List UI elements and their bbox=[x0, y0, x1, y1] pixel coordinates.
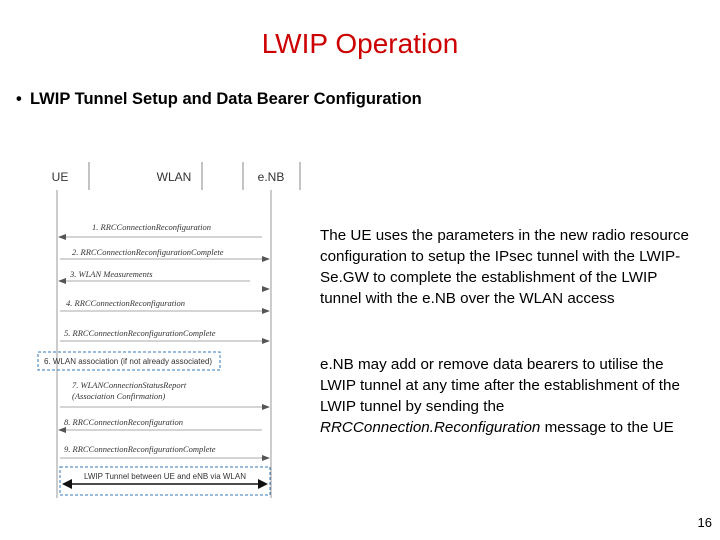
message-3-arrow bbox=[58, 278, 66, 284]
bullet-dot: • bbox=[16, 90, 22, 108]
association-box-label: 6. WLAN association (if not already associated) bbox=[44, 357, 213, 366]
entity-enb bbox=[243, 162, 300, 190]
paragraph-2-italic-term: RRCConnection.Reconfiguration bbox=[320, 419, 541, 436]
message-4 bbox=[60, 298, 270, 314]
message-9 bbox=[60, 444, 270, 461]
message-5-label: 5. RRCConnectionReconfigurationComplete bbox=[64, 328, 216, 338]
message-9-label: 9. RRCConnectionReconfigurationComplete bbox=[64, 444, 216, 454]
message-3-end-arrow bbox=[262, 286, 270, 292]
message-5-arrow bbox=[262, 338, 270, 344]
message-1-arrow bbox=[58, 234, 66, 240]
entity-ue-label: UE bbox=[51, 170, 69, 184]
message-8 bbox=[58, 417, 262, 433]
message-8-arrow bbox=[58, 427, 66, 433]
entity-wlan-label: WLAN bbox=[156, 170, 192, 184]
entity-ue bbox=[32, 162, 89, 190]
message-2-arrow bbox=[262, 256, 270, 262]
description-paragraph-1: The UE uses the parameters in the new radio resource configuration to setup the IPsec tunnel with the LWIP-Se.GW to complete the establishment of the LWIP tunnel with the e.NB over the WLAN access bbox=[320, 227, 689, 307]
slide-title: LWIP Operation bbox=[261, 28, 459, 59]
message-3 bbox=[58, 269, 270, 292]
message-2-label: 2. RRCConnectionReconfigurationComplete bbox=[72, 247, 224, 257]
message-7-arrow bbox=[262, 404, 270, 410]
tunnel-arrow-left bbox=[62, 479, 72, 489]
page-number: 16 bbox=[697, 515, 712, 530]
tunnel-arrow-right bbox=[258, 479, 268, 489]
paragraph-2-text-start: e.NB may add or remove data bearers to utilise the LWIP tunnel at any time after the establishment of the LWIP tunnel by sending the bbox=[320, 356, 680, 415]
message-9-arrow bbox=[262, 455, 270, 461]
paragraph-2-text-end: message to the UE bbox=[540, 419, 674, 436]
message-3-label: 3. WLAN Measurements bbox=[70, 269, 153, 279]
description-paragraph-2 bbox=[320, 354, 700, 438]
message-8-label: 8. RRCConnectionReconfiguration bbox=[64, 417, 183, 427]
tunnel-box bbox=[60, 467, 270, 495]
bullet-text: LWIP Tunnel Setup and Data Bearer Configuration bbox=[30, 90, 422, 108]
message-2 bbox=[60, 247, 270, 262]
association-box bbox=[38, 352, 220, 370]
entity-enb-label: e.NB bbox=[257, 170, 285, 184]
message-7-label: 7. WLANConnectionStatusReport bbox=[72, 380, 187, 390]
message-7-label-2: (Association Confirmation) bbox=[72, 391, 166, 401]
message-4-label: 4. RRCConnectionReconfiguration bbox=[66, 298, 185, 308]
entity-wlan bbox=[157, 162, 202, 190]
message-7 bbox=[60, 380, 270, 410]
message-1 bbox=[58, 222, 262, 240]
message-4-arrow bbox=[262, 308, 270, 314]
message-1-label: 1. RRCConnectionReconfiguration bbox=[92, 222, 211, 232]
message-5 bbox=[60, 328, 270, 344]
tunnel-label: LWIP Tunnel between UE and eNB via WLAN bbox=[83, 472, 247, 481]
